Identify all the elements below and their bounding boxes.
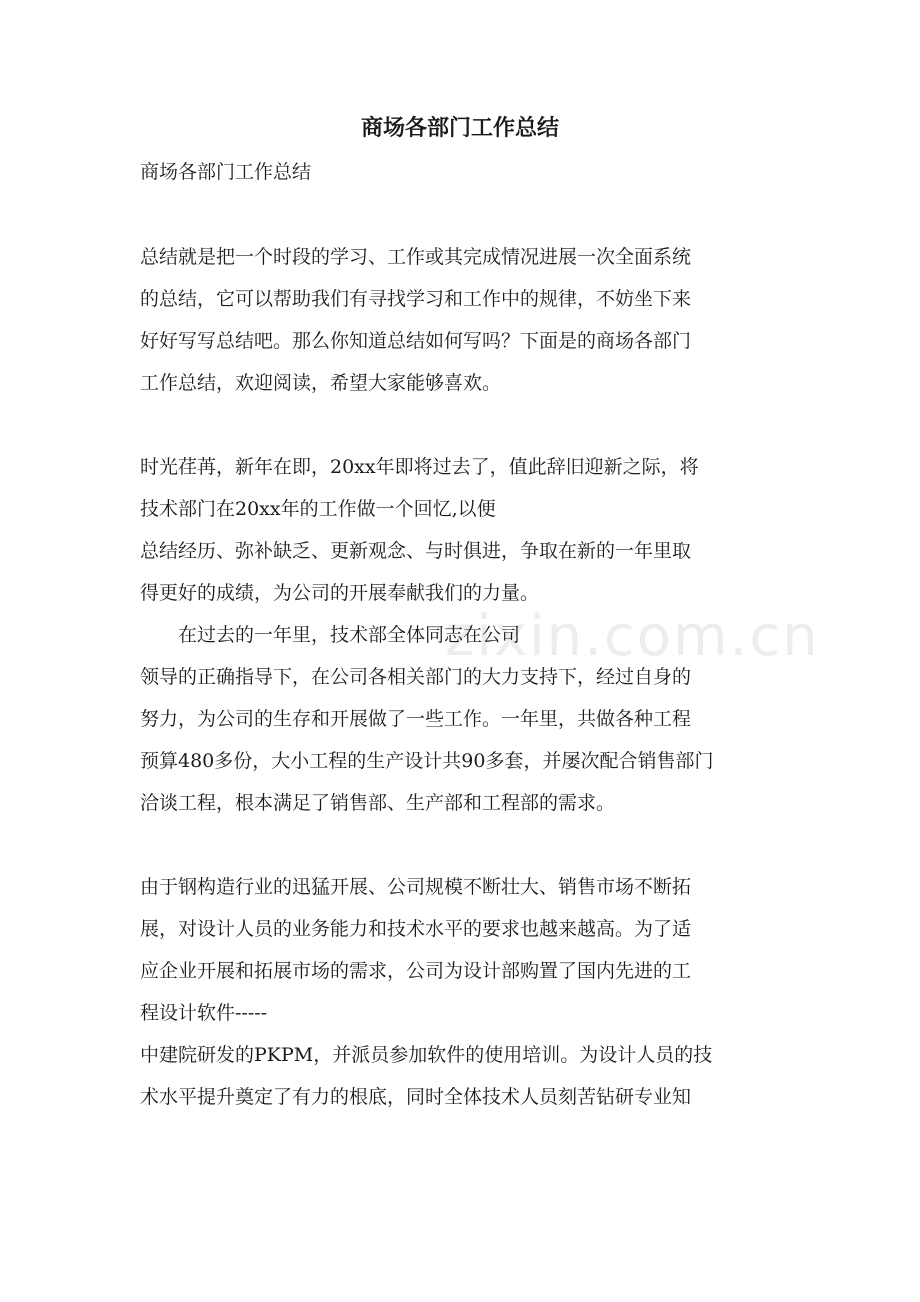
paragraph-line: 总结就是把一个时段的学习、工作或其完成情况进展一次全面系统 xyxy=(140,246,692,268)
paragraph-line: 努力，为公司的生存和开展做了一些工作。一年里，共做各种工程 xyxy=(140,708,692,730)
paragraph-line: 应企业开展和拓展市场的需求，公司为设计部购置了国内先进的工 xyxy=(140,960,692,982)
paragraph-line: 技术部门在20xx年的工作做一个回忆,以便 xyxy=(140,498,496,520)
paragraph-line: 术水平提升奠定了有力的根底，同时全体技术人员刻苦钻研专业知 xyxy=(140,1086,692,1108)
paragraph-line: 好好写写总结吧。那么你知道总结如何写吗？下面是的商场各部门 xyxy=(140,330,692,352)
paragraph-line: 在过去的一年里，技术部全体同志在公司 xyxy=(140,624,521,646)
paragraph-line: 得更好的成绩，为公司的开展奉献我们的力量。 xyxy=(140,582,540,604)
document-subtitle: 商场各部门工作总结 xyxy=(140,161,312,183)
paragraph-line: 工作总结，欢迎阅读，希望大家能够喜欢。 xyxy=(140,372,502,394)
paragraph-line: 总结经历、弥补缺乏、更新观念、与时俱进，争取在新的一年里取 xyxy=(140,540,692,562)
paragraph-line: 时光荏苒，新年在即，20xx年即将过去了，值此辞旧迎新之际，将 xyxy=(140,456,699,478)
watermark: zixin.com.cn xyxy=(445,604,820,669)
paragraph-line: 洽谈工程，根本满足了销售部、生产部和工程部的需求。 xyxy=(140,792,616,814)
paragraph-line: 的总结，它可以帮助我们有寻找学习和工作中的规律，不妨坐下来 xyxy=(140,288,692,310)
document-title: 商场各部门工作总结 xyxy=(360,115,559,141)
paragraph-line: 中建院研发的PKPM，并派员参加软件的使用培训。为设计人员的技 xyxy=(140,1044,713,1066)
paragraph-line: 预算480多份，大小工程的生产设计共90多套，并屡次配合销售部门 xyxy=(140,750,714,772)
paragraph-line: 程设计软件----- xyxy=(140,1002,268,1024)
paragraph-line: 由于钢构造行业的迅猛开展、公司规模不断壮大、销售市场不断拓 xyxy=(140,876,692,898)
paragraph-line: 展，对设计人员的业务能力和技术水平的要求也越来越高。为了适 xyxy=(140,918,692,940)
paragraph-line: 领导的正确指导下，在公司各相关部门的大力支持下，经过自身的 xyxy=(140,666,692,688)
